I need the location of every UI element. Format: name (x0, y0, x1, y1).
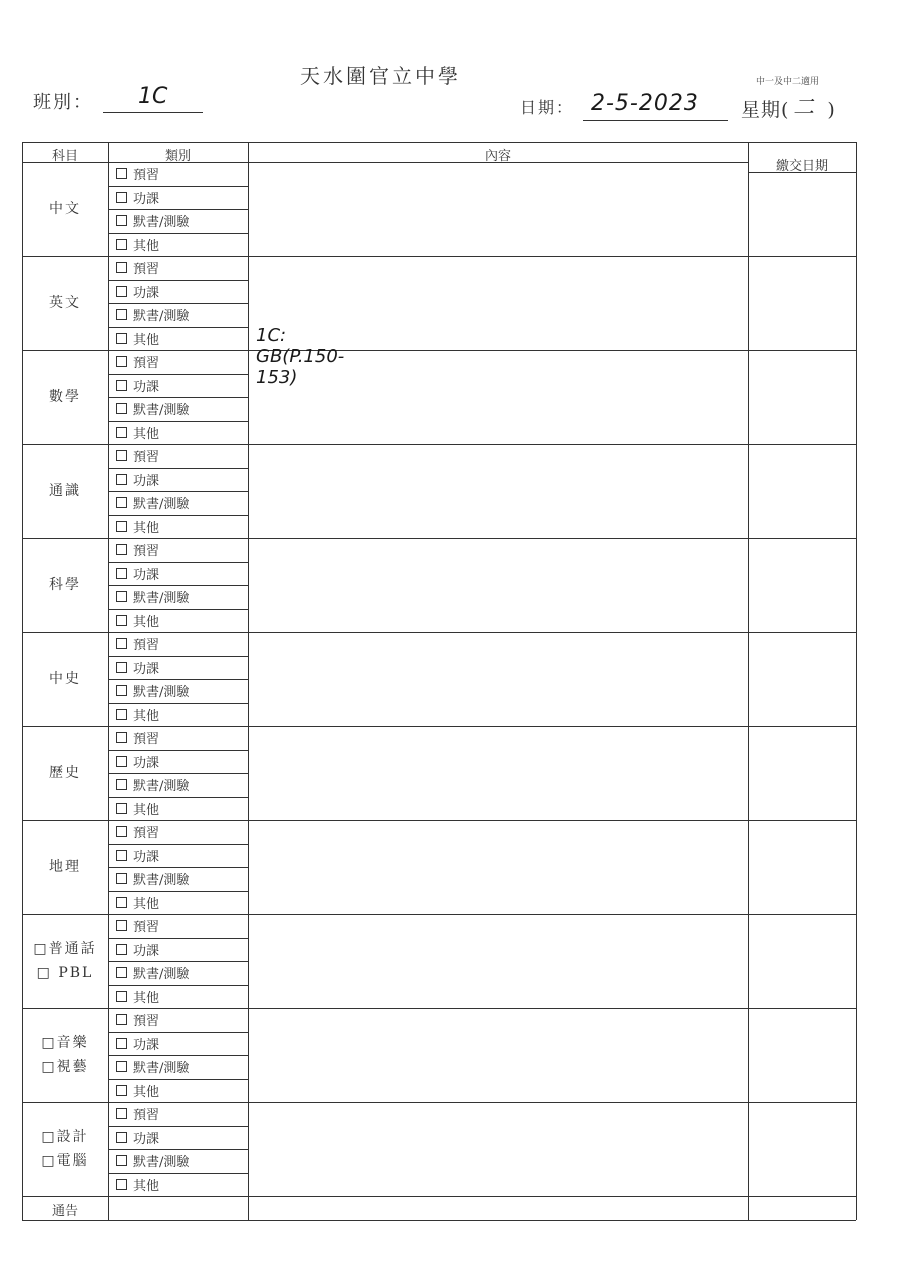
header-category: 類別 (164, 149, 191, 164)
category-label: 默書/測驗 (133, 403, 190, 419)
category-checkbox-row[interactable] (116, 256, 159, 280)
checkbox-icon[interactable] (116, 779, 127, 790)
checkbox-icon[interactable] (116, 474, 127, 485)
category-checkbox-row[interactable] (116, 327, 159, 351)
category-label: 其他 (133, 896, 160, 912)
checkbox-icon[interactable] (116, 850, 127, 861)
checkbox-icon[interactable] (116, 756, 127, 767)
category-checkbox-row[interactable] (116, 985, 159, 1009)
content-cell[interactable] (248, 538, 748, 632)
category-label: 默書/測驗 (133, 685, 190, 701)
category-label: 預習 (133, 450, 160, 466)
category-checkbox-row[interactable] (116, 1173, 159, 1197)
column-line (856, 142, 857, 1220)
checkbox-icon[interactable] (116, 662, 127, 673)
due-date-cell[interactable] (748, 726, 856, 820)
class-label: 班別： (33, 92, 93, 113)
subject-name: □音樂 (41, 1035, 89, 1051)
category-checkbox-row[interactable] (116, 1008, 159, 1032)
subject-label (22, 1031, 108, 1079)
subject-label (22, 479, 108, 503)
checkbox-icon[interactable] (116, 497, 127, 508)
header-due-date: 繳交日期 (775, 159, 828, 174)
category-checkbox-row[interactable] (116, 1079, 159, 1103)
subject-name: 通識 (49, 483, 81, 499)
date-label: 日期： (520, 98, 575, 117)
content-cell[interactable] (248, 444, 748, 538)
subject-name: 地理 (49, 859, 81, 875)
category-checkbox-row[interactable] (116, 397, 189, 421)
subject-name: 中史 (49, 671, 81, 687)
category-label: 其他 (133, 426, 160, 442)
category-checkbox-row[interactable] (116, 444, 159, 468)
checkbox-icon[interactable] (116, 450, 127, 461)
category-label: 功課 (133, 473, 160, 489)
category-checkbox-row[interactable] (116, 233, 159, 257)
category-label: 功課 (133, 285, 160, 301)
category-checkbox-row[interactable] (116, 656, 159, 680)
content-cell[interactable] (248, 256, 748, 350)
due-date-cell[interactable] (748, 538, 856, 632)
category-checkbox-row[interactable] (116, 1102, 159, 1126)
due-date-cell[interactable] (748, 820, 856, 914)
checkbox-icon[interactable] (116, 1108, 127, 1119)
due-date-cell[interactable] (748, 162, 856, 256)
category-label: 預習 (133, 1108, 160, 1124)
category-label: 默書/測驗 (133, 1155, 190, 1171)
category-label: 功課 (133, 379, 160, 395)
category-checkbox-row[interactable] (116, 209, 189, 233)
checkbox-icon[interactable] (116, 568, 127, 579)
category-checkbox-row[interactable] (116, 1032, 159, 1056)
notice-label: 通告 (51, 1204, 78, 1219)
category-label: 默書/測驗 (133, 1061, 190, 1077)
category-label: 功課 (133, 567, 160, 583)
table-bottom-border (22, 1220, 856, 1221)
content-cell[interactable] (248, 632, 748, 726)
checkbox-icon[interactable] (116, 427, 127, 438)
category-checkbox-row[interactable] (116, 1055, 189, 1079)
category-label: 其他 (133, 520, 160, 536)
subject-label (22, 667, 108, 691)
due-date-cell[interactable] (748, 256, 856, 350)
category-checkbox-row[interactable] (116, 515, 159, 539)
due-date-cell[interactable] (748, 444, 856, 538)
checkbox-icon[interactable] (116, 262, 127, 273)
category-label: 功課 (133, 849, 160, 865)
checkbox-icon[interactable] (116, 803, 127, 814)
category-checkbox-row[interactable] (116, 491, 189, 515)
category-label: 預習 (133, 826, 160, 842)
header-content: 內容 (484, 149, 511, 164)
category-checkbox-row[interactable] (116, 797, 159, 821)
content-cell[interactable] (248, 726, 748, 820)
checkbox-icon[interactable] (116, 920, 127, 931)
category-checkbox-row[interactable] (116, 186, 159, 210)
category-label: 功課 (133, 1037, 160, 1053)
category-checkbox-row[interactable] (116, 468, 159, 492)
category-checkbox-row[interactable] (116, 867, 189, 891)
checkbox-icon[interactable] (116, 286, 127, 297)
checkbox-icon[interactable] (116, 380, 127, 391)
category-label: 功課 (133, 661, 160, 677)
due-date-cell[interactable] (748, 1102, 856, 1196)
checkbox-icon[interactable] (116, 826, 127, 837)
class-underline (103, 112, 203, 113)
category-checkbox-row[interactable] (116, 938, 159, 962)
category-checkbox-row[interactable] (116, 703, 159, 727)
category-checkbox-row[interactable] (116, 585, 189, 609)
checkbox-icon[interactable] (116, 591, 127, 602)
checkbox-icon[interactable] (116, 403, 127, 414)
content-cell[interactable] (248, 820, 748, 914)
weekday-value[interactable]: 二 (793, 95, 814, 119)
category-label: 預習 (133, 356, 160, 372)
subject-label (22, 573, 108, 597)
checkbox-icon[interactable] (116, 309, 127, 320)
checkbox-icon[interactable] (116, 732, 127, 743)
due-date-cell[interactable] (748, 914, 856, 1008)
checkbox-icon[interactable] (116, 873, 127, 884)
category-label: 默書/測驗 (133, 967, 190, 983)
subject-label (22, 855, 108, 879)
category-label: 其他 (133, 708, 160, 724)
category-checkbox-row[interactable] (116, 679, 189, 703)
subject-name: □設計 (41, 1129, 89, 1145)
checkbox-icon[interactable] (116, 544, 127, 555)
category-checkbox-row[interactable] (116, 1149, 189, 1173)
category-label: 其他 (133, 1084, 160, 1100)
applicable-note: 中一及中二適用 (756, 77, 820, 87)
subject-name: □視藝 (41, 1059, 89, 1075)
subject-label (22, 291, 108, 315)
category-checkbox-row[interactable] (116, 914, 159, 938)
category-label: 預習 (133, 168, 160, 184)
date-underline (583, 120, 728, 121)
category-label: 其他 (133, 238, 160, 254)
category-checkbox-row[interactable] (116, 961, 189, 985)
category-label: 預習 (133, 262, 160, 278)
category-checkbox-row[interactable] (116, 891, 159, 915)
subject-label (22, 761, 108, 785)
checkbox-icon[interactable] (116, 239, 127, 250)
category-label: 功課 (133, 191, 160, 207)
checkbox-icon[interactable] (116, 356, 127, 367)
subject-label (22, 385, 108, 409)
subject-label (22, 1125, 108, 1173)
category-label: 默書/測驗 (133, 873, 190, 889)
subject-label (22, 937, 108, 985)
table-top-border (22, 142, 856, 143)
category-checkbox-row[interactable] (116, 374, 159, 398)
subject-name: □ PBL (36, 965, 94, 981)
category-label: 預習 (133, 732, 160, 748)
checkbox-icon[interactable] (116, 709, 127, 720)
category-label: 其他 (133, 802, 160, 818)
content-entry[interactable]: 1C: GB(P.150-153) (256, 324, 345, 388)
category-checkbox-row[interactable] (116, 820, 159, 844)
content-cell[interactable] (248, 1102, 748, 1196)
category-checkbox-row[interactable] (116, 562, 159, 586)
category-label: 功課 (133, 943, 160, 959)
content-cell[interactable] (248, 914, 748, 1008)
checkbox-icon[interactable] (116, 1179, 127, 1190)
category-label: 預習 (133, 638, 160, 654)
checkbox-icon[interactable] (116, 1132, 127, 1143)
subject-name: 數學 (49, 389, 81, 405)
school-title: 天水圍官立中學 (300, 64, 461, 88)
subject-name: 歷史 (49, 765, 81, 781)
category-label: 默書/測驗 (133, 309, 190, 325)
category-checkbox-row[interactable] (116, 726, 159, 750)
content-cell[interactable] (248, 1008, 748, 1102)
category-label: 功課 (133, 1131, 160, 1147)
checkbox-icon[interactable] (116, 192, 127, 203)
subject-name: 科學 (49, 577, 81, 593)
checkbox-icon[interactable] (116, 168, 127, 179)
checkbox-icon[interactable] (116, 638, 127, 649)
checkbox-icon[interactable] (116, 991, 127, 1002)
category-label: 預習 (133, 1014, 160, 1030)
due-date-cell[interactable] (748, 632, 856, 726)
checkbox-icon[interactable] (116, 615, 127, 626)
category-checkbox-row[interactable] (116, 1126, 159, 1150)
category-checkbox-row[interactable] (116, 609, 159, 633)
subject-name: □電腦 (41, 1153, 89, 1169)
subject-label (22, 197, 108, 221)
category-label: 默書/測驗 (133, 215, 190, 231)
checkbox-icon[interactable] (116, 1038, 127, 1049)
subject-name: 英文 (49, 295, 81, 311)
checkbox-icon[interactable] (116, 333, 127, 344)
category-checkbox-row[interactable] (116, 280, 159, 304)
subject-name: □普通話 (33, 941, 97, 957)
checkbox-icon[interactable] (116, 967, 127, 978)
checkbox-icon[interactable] (116, 215, 127, 226)
category-label: 默書/測驗 (133, 779, 190, 795)
category-checkbox-row[interactable] (116, 632, 159, 656)
content-cell[interactable] (248, 350, 748, 444)
checkbox-icon[interactable] (116, 1014, 127, 1025)
checkbox-icon[interactable] (116, 1155, 127, 1166)
category-label: 預習 (133, 544, 160, 560)
category-label: 其他 (133, 332, 160, 348)
category-label: 其他 (133, 990, 160, 1006)
category-checkbox-row[interactable] (116, 162, 159, 186)
category-checkbox-row[interactable] (116, 750, 159, 774)
checkbox-icon[interactable] (116, 1085, 127, 1096)
checkbox-icon[interactable] (116, 897, 127, 908)
checkbox-icon[interactable] (116, 944, 127, 955)
category-checkbox-row[interactable] (116, 421, 159, 445)
category-label: 其他 (133, 1178, 160, 1194)
notice-cell[interactable] (248, 1196, 748, 1220)
subject-name: 中文 (49, 201, 81, 217)
class-value[interactable]: 1C (138, 84, 168, 109)
checkbox-icon[interactable] (116, 1061, 127, 1072)
header-subject: 科目 (51, 149, 78, 164)
weekday-label: 星期( ) (741, 99, 836, 121)
checkbox-icon[interactable] (116, 521, 127, 532)
category-checkbox-row[interactable] (116, 538, 159, 562)
category-checkbox-row[interactable] (116, 844, 159, 868)
category-label: 預習 (133, 920, 160, 936)
date-value[interactable]: 2-5-2023 (591, 91, 699, 116)
category-label: 其他 (133, 614, 160, 630)
content-cell[interactable] (248, 162, 748, 256)
category-label: 功課 (133, 755, 160, 771)
category-checkbox-row[interactable] (116, 350, 159, 374)
category-label: 默書/測驗 (133, 591, 190, 607)
category-checkbox-row[interactable] (116, 303, 189, 327)
due-date-cell[interactable] (748, 350, 856, 444)
checkbox-icon[interactable] (116, 685, 127, 696)
category-label: 默書/測驗 (133, 497, 190, 513)
category-checkbox-row[interactable] (116, 773, 189, 797)
due-date-cell[interactable] (748, 1008, 856, 1102)
